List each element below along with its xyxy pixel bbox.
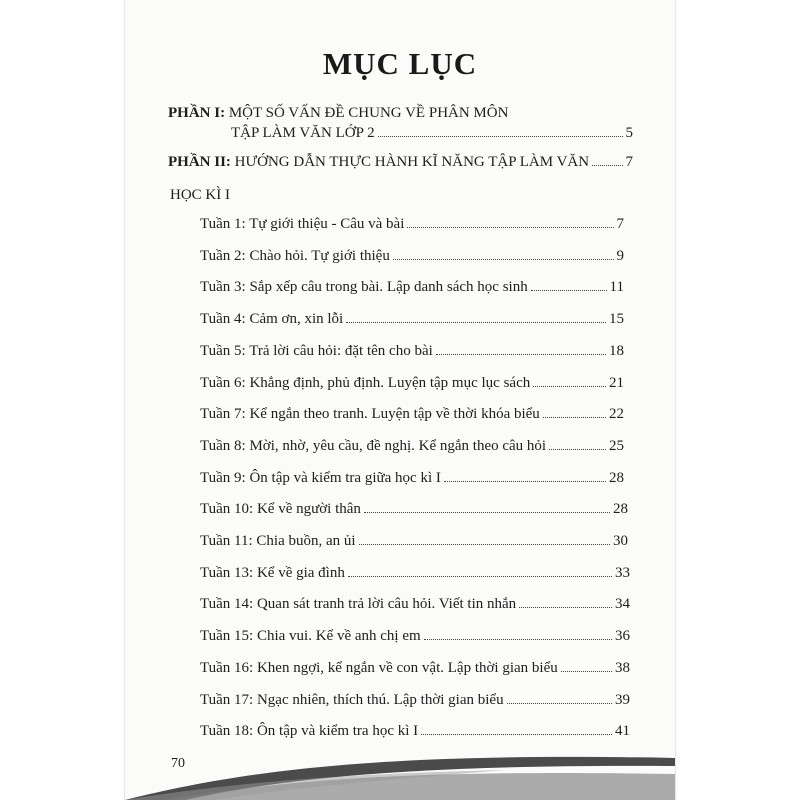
- dot-leader: [549, 449, 606, 450]
- toc-entry-page: 7: [616, 216, 624, 232]
- toc-entry-title: Tuần 8: Mời, nhờ, yêu cầu, đề nghị. Kể ngắn theo câu hỏi: [200, 437, 547, 454]
- toc-entry: [200, 532, 628, 550]
- toc-entry-title: Tuần 7: Kể ngắn theo tranh. Luyện tập về thời khóa biểu: [200, 406, 540, 423]
- part2-entry: [168, 153, 633, 171]
- toc-entry: [200, 500, 628, 518]
- toc-entry: [200, 247, 624, 265]
- semester-heading: HỌC KÌ I: [170, 187, 230, 203]
- dot-leader: [519, 607, 612, 608]
- toc-entry-page: 36: [615, 628, 630, 645]
- toc-entry-title: Tuần 17: Ngạc nhiên, thích thú. Lập thời gian biểu: [200, 691, 504, 708]
- part2-text: HƯỚNG DẪN THỰC HÀNH KĨ NĂNG TẬP LÀM VĂN: [230, 154, 590, 170]
- part1-heading: [168, 104, 508, 122]
- decorative-swoosh: [125, 730, 675, 800]
- toc-entry-title: Tuần 13: Kể về gia đình: [200, 564, 345, 581]
- dot-leader: [393, 259, 614, 260]
- book-page: [124, 0, 676, 800]
- toc-entry-page: 15: [609, 311, 624, 328]
- dot-leader: [407, 227, 613, 228]
- toc-entry: [200, 215, 624, 233]
- toc-entry-page: 11: [609, 279, 624, 296]
- toc-entry: [200, 310, 624, 328]
- toc-entry: [200, 659, 630, 677]
- toc-entry-title: Tuần 6: Khẳng định, phủ định. Luyện tập mục lục sách: [200, 374, 531, 391]
- toc-entry: [200, 374, 624, 392]
- dot-leader: [543, 417, 606, 418]
- page-number: 70: [171, 756, 185, 771]
- toc-entry-title: Tuần 3: Sắp xếp câu trong bài. Lập danh sách học sinh: [200, 279, 528, 296]
- toc-entry-title: Tuần 4: Cảm ơn, xin lỗi: [200, 311, 344, 328]
- toc-entry-title: Tuần 2: Chào hỏi. Tự giới thiệu: [200, 247, 390, 264]
- page-title: MỤC LỤC: [322, 46, 478, 81]
- toc-entry-title: Tuần 11: Chia buồn, an ủi: [200, 533, 356, 549]
- dot-leader: [561, 671, 612, 672]
- dot-leader: [364, 512, 610, 513]
- dot-leader: [346, 322, 606, 323]
- toc-entry: [200, 595, 630, 613]
- toc-entry-title: Tuần 1: Tự giới thiệu - Câu và bài: [200, 216, 405, 232]
- part1-entry: [231, 124, 633, 142]
- dot-leader: [592, 165, 622, 166]
- toc-entry-page: 9: [616, 247, 624, 264]
- toc-entry-title: Tuần 16: Khen ngợi, kể ngắn về con vật. Lập thời gian biểu: [200, 659, 558, 676]
- part1-text: MỘT SỐ VẤN ĐỀ CHUNG VỀ PHÂN MÔN: [225, 105, 509, 121]
- part1-label: PHẦN I:: [168, 105, 226, 121]
- dot-leader: [533, 386, 606, 387]
- dot-leader: [424, 639, 612, 640]
- toc-entry: [200, 437, 624, 455]
- toc-entry-title: Tuần 5: Trả lời câu hỏi: đặt tên cho bài: [200, 342, 433, 359]
- toc-entry-title: Tuần 10: Kể về người thân: [200, 501, 361, 518]
- dot-leader: [348, 576, 612, 577]
- part1-text-line2: TẬP LÀM VĂN LỚP 2: [231, 125, 375, 141]
- toc-entry-page: 33: [615, 564, 630, 581]
- dot-leader: [444, 481, 606, 482]
- toc-entry-page: 18: [609, 342, 624, 359]
- toc-entry-page: 25: [609, 437, 624, 454]
- toc-entry-title: Tuần 15: Chia vui. Kể về anh chị em: [200, 628, 421, 645]
- toc-entry-page: 41: [615, 723, 630, 740]
- toc-entry: [200, 278, 624, 296]
- toc-entry-page: 22: [609, 406, 624, 423]
- toc-entry: [200, 342, 624, 360]
- toc-entry-page: 28: [609, 469, 624, 486]
- toc-entry-title: Tuần 9: Ôn tập và kiểm tra giữa học kì I: [200, 469, 441, 486]
- toc-entry-page: 28: [613, 501, 628, 518]
- part1-page: 5: [625, 125, 633, 141]
- toc-entry: [200, 691, 630, 709]
- toc-entry: [200, 405, 624, 423]
- toc-entry-title: Tuần 14: Quan sát tranh trả lời câu hỏi. Viết tin nhắn: [200, 596, 517, 613]
- part2-heading: [168, 153, 589, 171]
- dot-leader: [378, 136, 623, 137]
- toc-entry: [200, 469, 624, 487]
- dot-leader: [436, 354, 606, 355]
- toc-entry: [200, 564, 630, 582]
- dot-leader: [359, 544, 610, 545]
- toc-entry-page: 30: [613, 533, 628, 549]
- toc-entry: [200, 627, 630, 645]
- toc-entry-page: 38: [615, 659, 630, 676]
- toc-entry-page: 39: [615, 691, 630, 708]
- dot-leader: [507, 703, 612, 704]
- dot-leader: [531, 290, 607, 291]
- toc-entry-title: Tuần 18: Ôn tập và kiểm tra học kì I: [200, 723, 419, 740]
- toc-entry-page: 34: [615, 596, 630, 613]
- toc-entry-page: 21: [609, 374, 624, 391]
- part2-label: PHẦN II:: [168, 154, 231, 170]
- part2-page: 7: [625, 154, 633, 170]
